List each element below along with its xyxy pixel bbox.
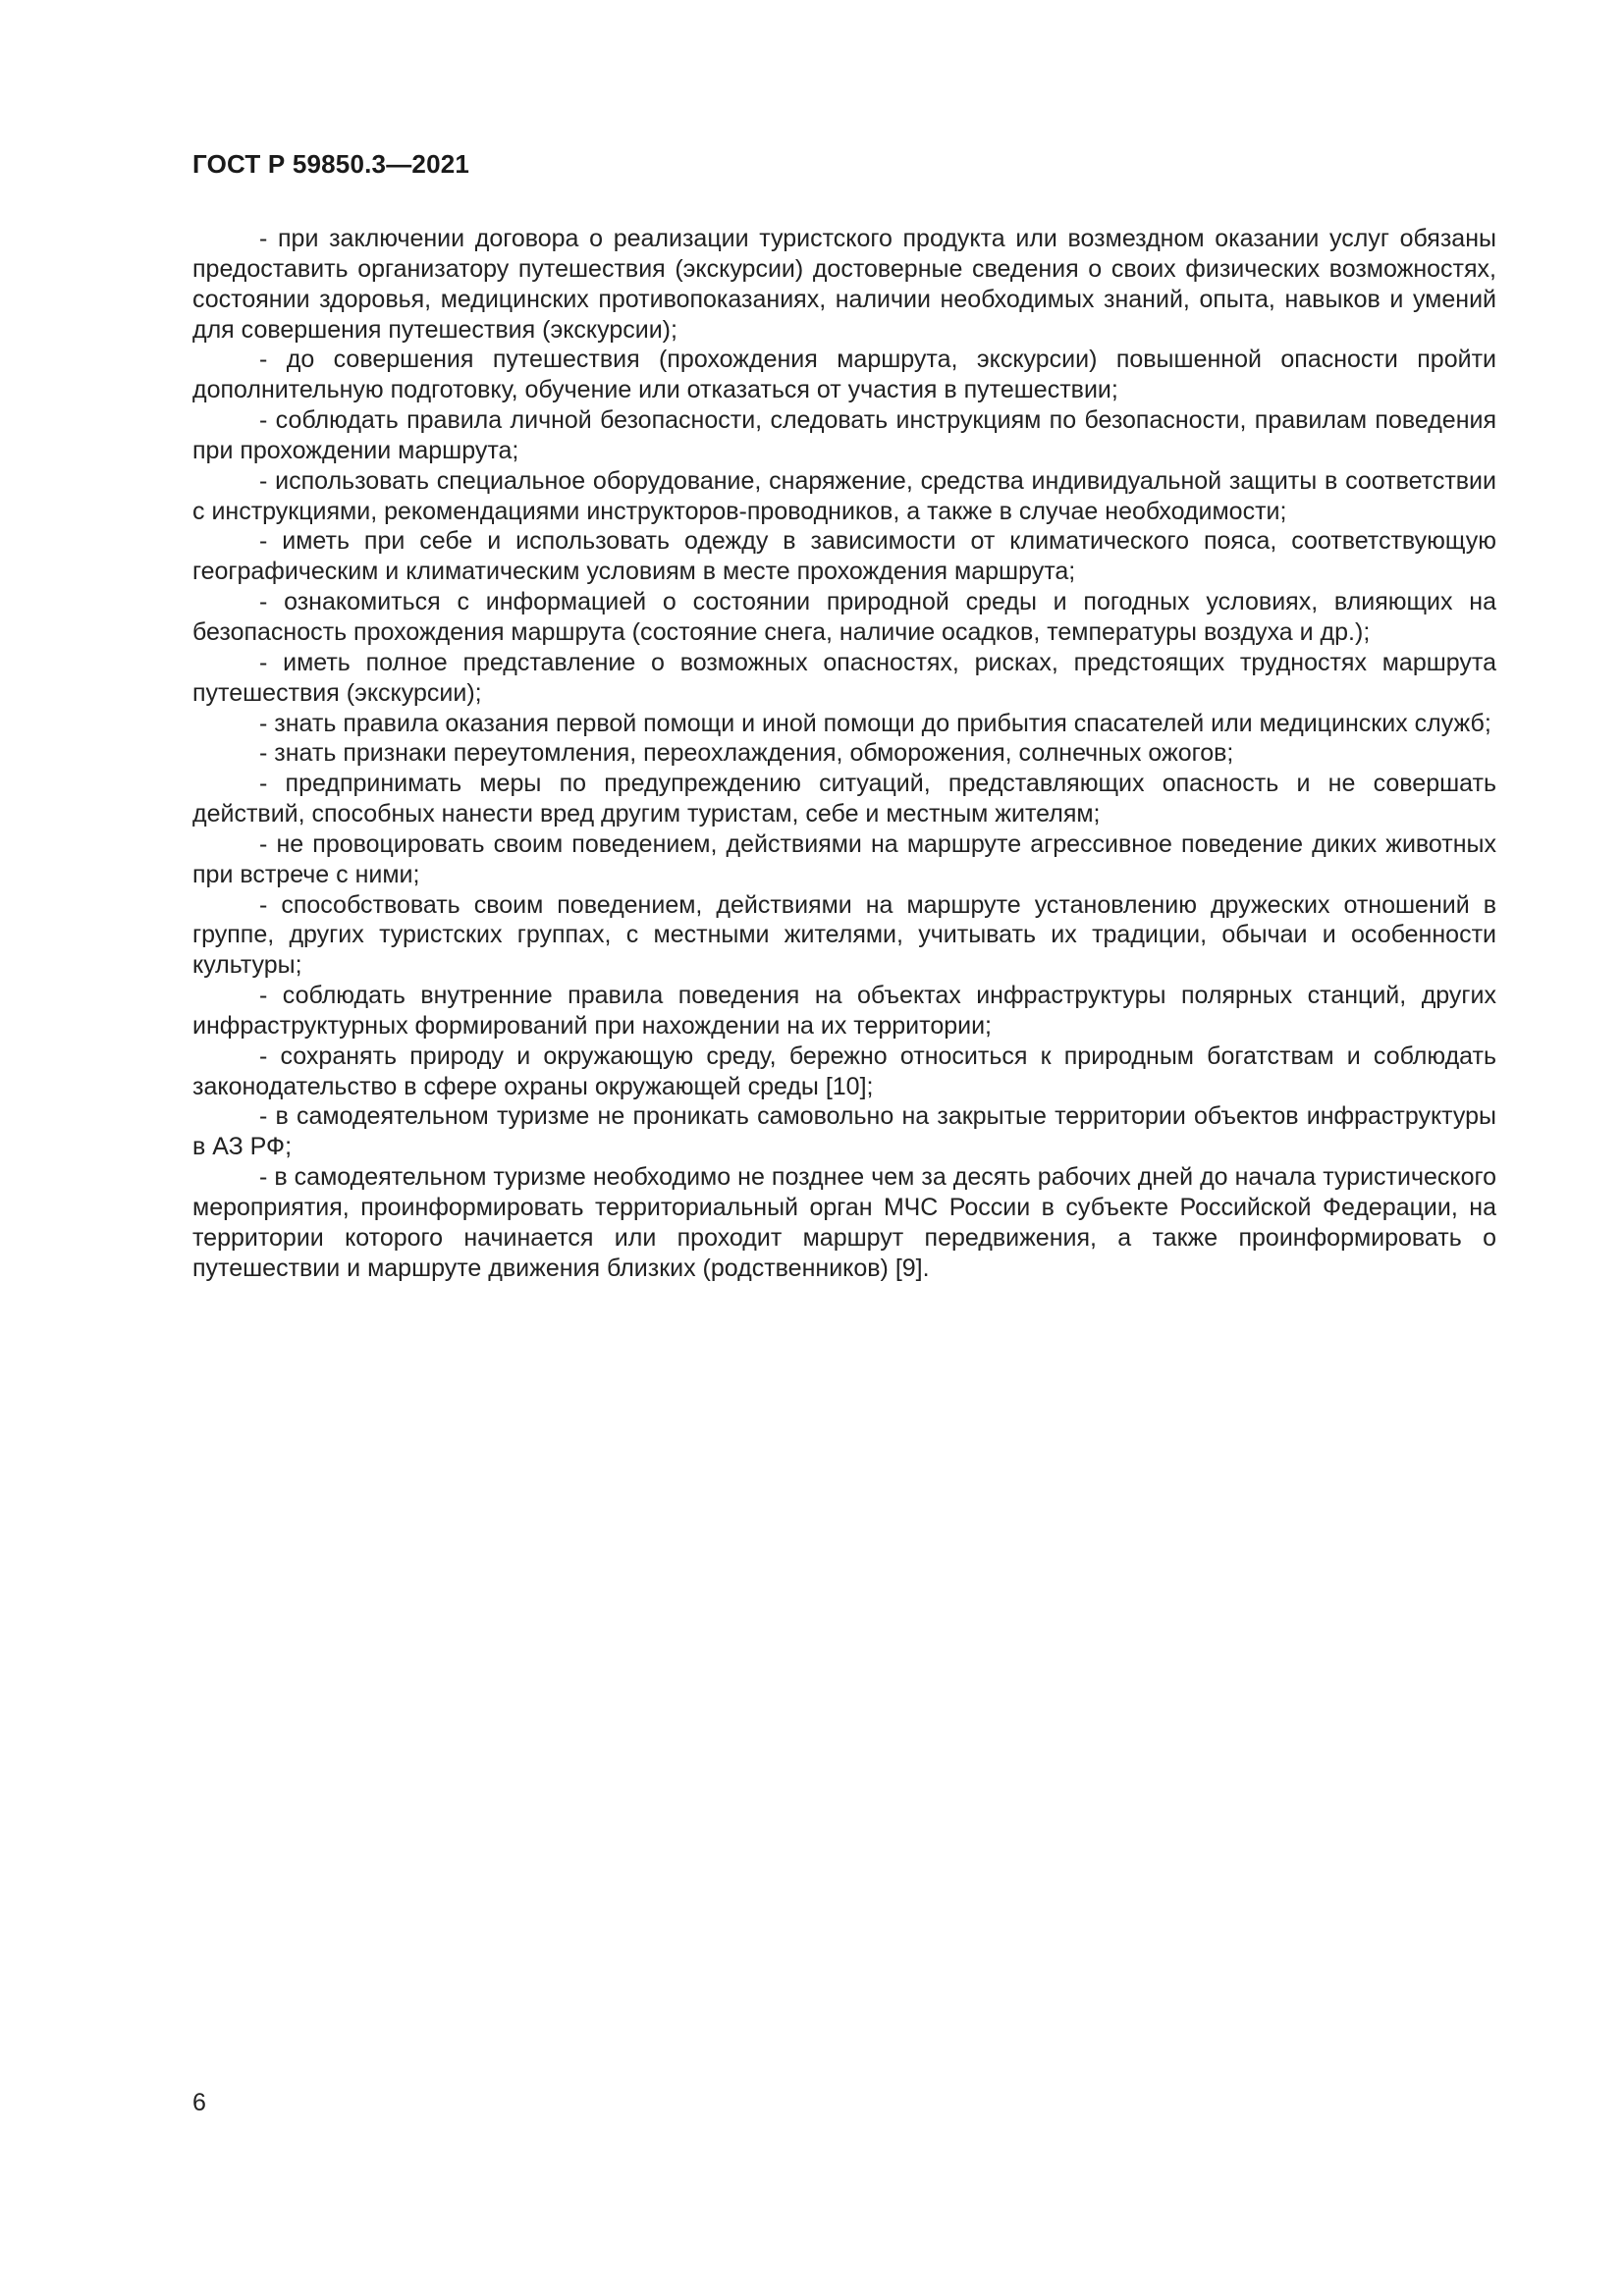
list-item: - до совершения путешествия (прохождения маршрута, экскурсии) повышенной опасности пройти дополнительную подготовку, обучение или отказаться от участия в путешествии; bbox=[192, 346, 1496, 404]
list-item: - в самодеятельном туризме не проникать самовольно на закрытые территории объектов инфраструктуры в АЗ РФ; bbox=[192, 1102, 1496, 1161]
list-item: - ознакомиться с информацией о состоянии природной среды и погодных условиях, влияющих на безопасность прохождения маршрута (состояние снега, наличие осадков, температуры воздуха и др.); bbox=[192, 588, 1496, 646]
list-item: - иметь полное представление о возможных опасностях, рисках, предстоящих трудностях маршрута путешествия (экскурсии); bbox=[192, 648, 1496, 707]
document-body bbox=[192, 224, 1496, 1284]
list-item: - способствовать своим поведением, действиями на маршруте установлению дружеских отношений в группе, других туристских группах, с местными жителями, учитывать их традиции, обычаи и особенности культуры; bbox=[192, 890, 1496, 980]
page-number: 6 bbox=[192, 2089, 206, 2116]
list-item: - предпринимать меры по предупреждению ситуаций, представляющих опасность и не совершать действий, способных нанести вред другим туристам, себе и местным жителям; bbox=[192, 770, 1496, 828]
list-item: - сохранять природу и окружающую среду, бережно относиться к природным богатствам и соблюдать законодательство в сфере охраны окружающей среды [10]; bbox=[192, 1041, 1496, 1100]
document-code: ГОСТ Р 59850.3—2021 bbox=[192, 149, 470, 179]
list-item: - знать признаки переутомления, переохлаждения, обморожения, солнечных ожогов; bbox=[259, 739, 1234, 768]
list-item: - при заключении договора о реализации туристского продукта или возмездном оказании услуг обязаны предоставить организатору путешествия (экскурсии) достоверные сведения о своих физических возможностях, состоянии здоровья, медицинских противопоказаниях, наличии необходимых знаний, опыта, навыков и умений для совершения путешествия (экскурсии); bbox=[192, 225, 1496, 344]
list-item: - знать правила оказания первой помощи и иной помощи до прибытия спасателей или медицинских служб; bbox=[259, 709, 1491, 737]
list-item: - соблюдать внутренние правила поведения на объектах инфраструктуры полярных станций, других инфраструктурных формирований при нахождении на их территории; bbox=[192, 982, 1496, 1040]
list-item: - не провоцировать своим поведением, действиями на маршруте агрессивное поведение диких животных при встрече с ними; bbox=[192, 829, 1496, 888]
list-item: - использовать специальное оборудование, снаряжение, средства индивидуальной защиты в соответствии с инструкциями, рекомендациями инструкторов-проводников, а также в случае необходимости; bbox=[192, 466, 1496, 525]
list-item: - в самодеятельном туризме необходимо не позднее чем за десять рабочих дней до начала туристического мероприятия, проинформировать территориальный орган МЧС России в субъекте Российской Федерации, на территории которого начинается или проходит маршрут передвижения, а также проинформировать о путешествии и маршруте движения близких (родственников) [9]. bbox=[192, 1163, 1496, 1282]
list-item: - соблюдать правила личной безопасности, следовать инструкциям по безопасности, правилам поведения при прохождении маршрута; bbox=[192, 406, 1496, 464]
list-item: - иметь при себе и использовать одежду в зависимости от климатического пояса, соответствующую географическим и климатическим условиям в месте прохождения маршрута; bbox=[192, 527, 1496, 586]
